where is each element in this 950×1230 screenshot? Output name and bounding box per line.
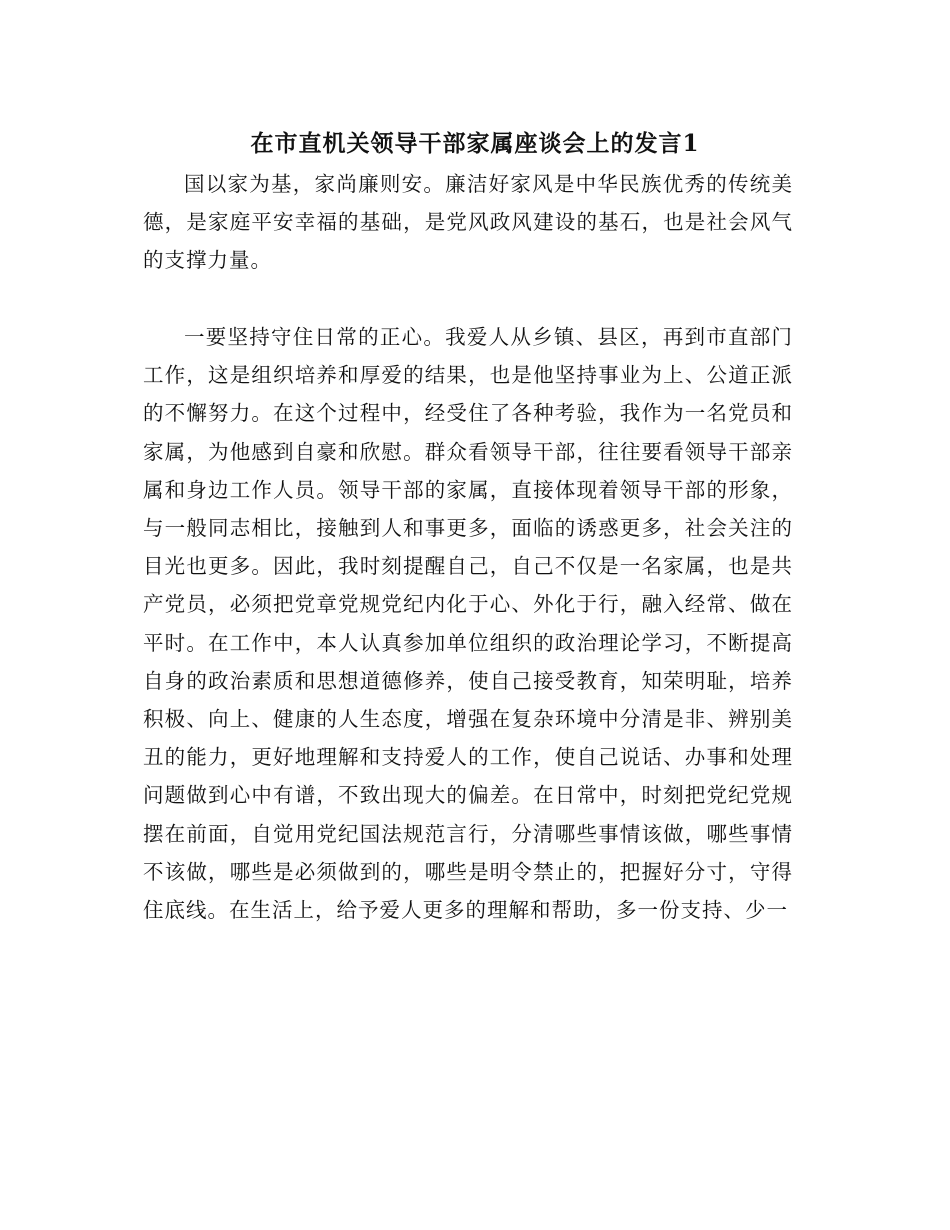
paragraph-point-one: 一要坚持守住日常的正心。我爱人从乡镇、县区，再到市直部门工作，这是组织培养和厚爱的结果，也是他坚持事业为上、公道正派的不懈努力。在这个过程中，经受住了各种考验，我作为一名党员和家属，为他感到自豪和欣慰。群众看领导干部，往往要看领导干部亲属和身边工作人员。领导干部的家属，直接体现着领导干部的形象，与一般同志相比，接触到人和事更多，面临的诱惑更多，社会关注的目光也更多。因此，我时刻提醒自己，自己不仅是一名家属，也是共产党员，必须把党章党规党纪内化于心、外化于行，融入经常、做在平时。在工作中，本人认真参加单位组织的政治理论学习，不断提高自身的政治素质和思想道德修养，使自己接受教育，知荣明耻，培养积极、向上、健康的人生态度，增强在复杂环境中分清是非、辨别美丑的能力，更好地理解和支持爱人的工作，使自己说话、办事和处理问题做到心中有谱，不致出现大的偏差。在日常中，时刻把党纪党规摆在前面，自觉用党纪国法规范言行，分清哪些事情该做，哪些事情不该做，哪些是必须做到的，哪些是明令禁止的，把握好分寸，守得住底线。在生活上，给予爱人更多的理解和帮助，多一份支持、少一 [143,325,793,923]
paragraph-intro: 国以家为基，家尚廉则安。廉洁好家风是中华民族优秀的传统美德，是家庭平安幸福的基础，是党风政风建设的基石，也是社会风气的支撑力量。 [143,172,793,273]
document-title: 在市直机关领导干部家属座谈会上的发言1 [250,130,700,158]
